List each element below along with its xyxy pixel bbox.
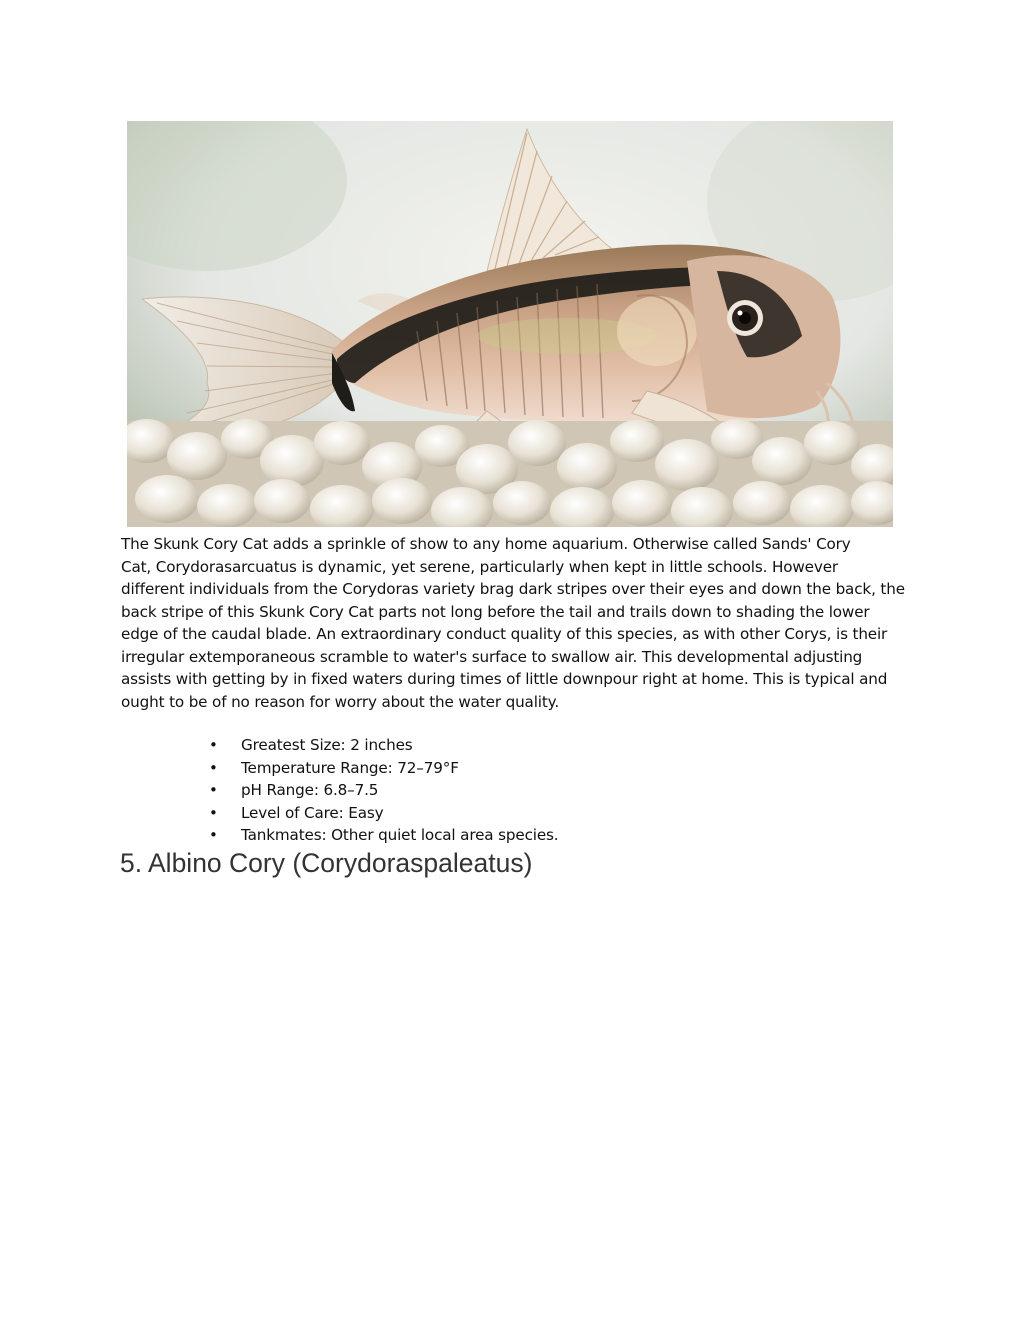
description-line: ought to be of no reason for worry about the water quality. bbox=[121, 692, 560, 711]
fish-illustration bbox=[127, 121, 893, 527]
description-line: Cat, Corydorasarcuatus is dynamic, yet serene, particularly when kept in little schools. However bbox=[121, 557, 838, 576]
spec-item-level-of-care bbox=[206, 802, 558, 825]
gravel-substrate bbox=[127, 419, 893, 527]
bullet-icon: • bbox=[209, 758, 218, 777]
description-line: assists with getting by in fixed waters during times of little downpour right at home. This is typical and bbox=[121, 670, 888, 688]
section-heading-albino-cory: 5. Albino Cory (Corydoraspaleatus) bbox=[120, 848, 533, 878]
spec-text: Level of Care: Easy bbox=[241, 803, 384, 822]
spec-item-ph bbox=[206, 779, 558, 802]
bullet-icon: • bbox=[209, 826, 218, 844]
bullet-icon: • bbox=[209, 803, 218, 822]
spec-item-greatest-size bbox=[206, 734, 558, 757]
description-line: edge of the caudal blade. An extraordinary conduct quality of this species, as with other Corys, is their bbox=[121, 625, 888, 643]
spec-text: Tankmates: Other quiet local area species. bbox=[241, 826, 559, 844]
description-line: different individuals from the Corydoras variety brag dark stripes over their eyes and down the back, the bbox=[121, 580, 905, 598]
species-specs-list bbox=[206, 734, 558, 847]
bullet-icon: • bbox=[209, 736, 218, 754]
description-line: The Skunk Cory Cat adds a sprinkle of show to any home aquarium. Otherwise called Sands' Cory bbox=[121, 535, 851, 553]
spec-item-tankmates bbox=[206, 824, 558, 847]
spec-text: pH Range: 6.8–7.5 bbox=[241, 781, 379, 799]
bullet-icon: • bbox=[209, 781, 218, 799]
description-line: back stripe of this Skunk Cory Cat parts not long before the tail and trails down to shading the lower bbox=[121, 602, 870, 621]
fish-photo bbox=[127, 121, 893, 527]
spec-item-temperature bbox=[206, 757, 558, 780]
spec-text: Temperature Range: 72–79°F bbox=[241, 758, 459, 777]
description-line: irregular extemporaneous scramble to water's surface to swallow air. This developmental adjusting bbox=[121, 647, 863, 666]
spec-text: Greatest Size: 2 inches bbox=[241, 736, 413, 754]
species-description bbox=[121, 533, 921, 713]
